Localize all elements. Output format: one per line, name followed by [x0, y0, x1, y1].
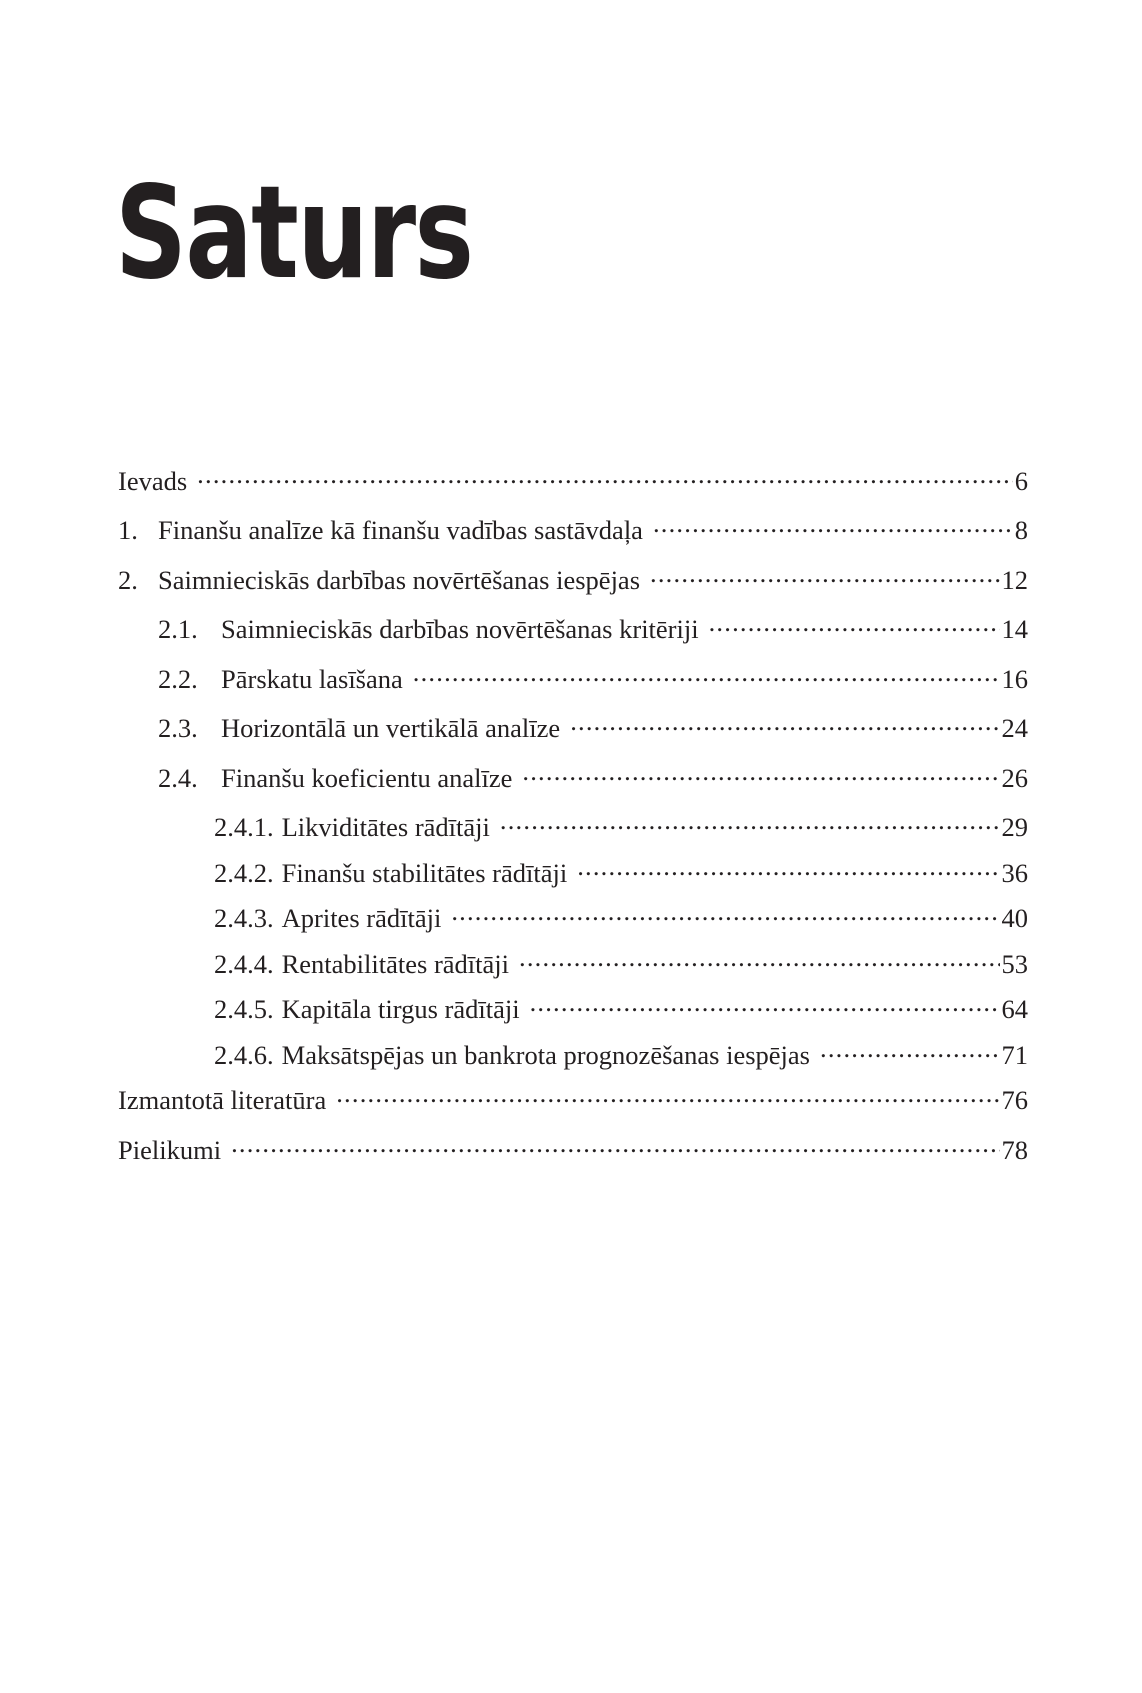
- dot-leader: [653, 513, 1013, 540]
- toc-entry-number: 1.: [118, 515, 138, 545]
- dot-leader: [231, 1132, 999, 1159]
- toc-entry-number: 2.4.2.: [214, 857, 274, 888]
- dot-leader: [336, 1083, 999, 1110]
- toc-entry[interactable]: [118, 513, 1028, 563]
- toc-entry-page: 16: [1001, 663, 1028, 694]
- dot-leader: [530, 992, 1000, 1019]
- toc-entry-page: 12: [1001, 564, 1028, 595]
- toc-entry-number: 2.4.1.: [214, 812, 274, 842]
- toc-entry[interactable]: [118, 760, 1028, 810]
- toc-entry[interactable]: [118, 463, 1028, 513]
- toc-entry[interactable]: [118, 855, 1028, 901]
- table-of-contents: [118, 463, 1028, 1182]
- toc-entry-number: 2.: [118, 564, 138, 595]
- toc-entry-page: 8: [1014, 515, 1028, 545]
- toc-entry-page: 53: [1001, 948, 1028, 979]
- toc-entry-page: 26: [1001, 762, 1028, 793]
- toc-entry[interactable]: [118, 562, 1028, 612]
- toc-entry[interactable]: [118, 1132, 1028, 1182]
- dot-leader: [709, 612, 1000, 639]
- toc-entry-number: 2.4.5.: [214, 994, 274, 1024]
- toc-entry[interactable]: [118, 711, 1028, 761]
- toc-entry-number: 2.4.: [158, 762, 198, 793]
- toc-entry-label: Ievads: [118, 465, 188, 496]
- toc-entry-label: Pārskatu lasīšana: [221, 663, 403, 694]
- toc-entry[interactable]: [118, 612, 1028, 662]
- toc-entry-label: Izmantotā literatūra: [118, 1085, 327, 1115]
- toc-entry-label: Saimnieciskās darbības novērtēšanas iespējas: [158, 564, 641, 595]
- toc-entry[interactable]: [118, 901, 1028, 947]
- toc-entry[interactable]: [118, 946, 1028, 992]
- dot-leader: [500, 810, 1000, 837]
- dot-leader: [197, 463, 1013, 490]
- toc-entry-label: Pielikumi: [118, 1134, 222, 1165]
- toc-entry[interactable]: [118, 1083, 1028, 1133]
- dot-leader: [820, 1037, 1000, 1064]
- toc-entry-page: 40: [1001, 903, 1028, 933]
- toc-entry-number: 2.4.6.: [214, 1039, 274, 1070]
- toc-entry-label: Likviditātes rādītāji: [281, 812, 490, 842]
- toc-entry-label: Finanšu koeficientu analīze: [221, 762, 513, 793]
- toc-entry-number: 2.4.3.: [214, 903, 274, 933]
- dot-leader: [650, 562, 999, 589]
- toc-entry-number: 2.4.4.: [214, 948, 274, 979]
- dot-leader: [413, 661, 1000, 688]
- toc-entry-page: 14: [1001, 614, 1028, 644]
- toc-entry-page: 36: [1001, 857, 1028, 888]
- page-title: Saturs: [115, 159, 473, 308]
- toc-entry-label: Finanšu stabilitātes rādītāji: [281, 857, 568, 888]
- toc-entry-page: 6: [1014, 465, 1028, 496]
- toc-entry-page: 78: [1001, 1134, 1028, 1165]
- toc-entry-label: Saimnieciskās darbības novērtēšanas kritēriji: [221, 614, 699, 644]
- toc-entry-page: 71: [1001, 1039, 1028, 1070]
- toc-entry-label: Horizontālā un vertikālā analīze: [221, 713, 561, 743]
- toc-entry-page: 76: [1001, 1085, 1028, 1115]
- dot-leader: [451, 901, 999, 928]
- toc-entry-label: Rentabilitātes rādītāji: [281, 948, 510, 979]
- dot-leader: [519, 946, 999, 973]
- dot-leader: [522, 760, 999, 787]
- dot-leader: [577, 855, 999, 882]
- toc-entry-label: Kapitāla tirgus rādītāji: [281, 994, 520, 1024]
- toc-entry-number: 2.1.: [158, 614, 198, 644]
- dot-leader: [570, 711, 999, 738]
- toc-entry[interactable]: [118, 661, 1028, 711]
- toc-entry-number: 2.2.: [158, 663, 198, 694]
- toc-entry-number: 2.3.: [158, 713, 198, 743]
- toc-entry-page: 24: [1001, 713, 1028, 743]
- toc-entry-label: Maksātspējas un bankrota prognozēšanas iespējas: [281, 1039, 810, 1070]
- toc-entry-label: Finanšu analīze kā finanšu vadības sastāvdaļa: [158, 515, 643, 545]
- toc-entry[interactable]: [118, 992, 1028, 1038]
- toc-entry[interactable]: [118, 1037, 1028, 1083]
- toc-entry-page: 64: [1001, 994, 1028, 1024]
- toc-entry-page: 29: [1001, 812, 1028, 842]
- toc-entry[interactable]: [118, 810, 1028, 856]
- toc-entry-label: Aprites rādītāji: [281, 903, 442, 933]
